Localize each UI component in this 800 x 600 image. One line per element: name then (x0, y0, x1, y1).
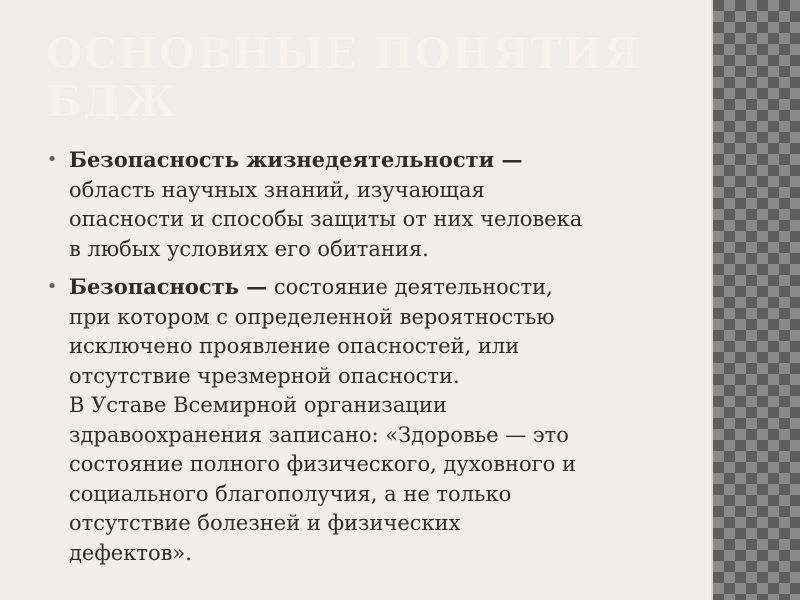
definition-line: в любых условиях его обитания. (69, 236, 429, 261)
item-term-line (69, 272, 664, 303)
definition-line: область научных знаний, изучающая (69, 177, 485, 202)
slide-content (44, 145, 664, 576)
definition-line: отсутствие чрезмерной опасности. (69, 363, 460, 388)
definition-start: состояние деятельности, (267, 275, 553, 299)
item-term-line (69, 145, 664, 176)
definition-line: при котором с определенной вероятностью (69, 304, 555, 329)
quote-line: социального благополучия, а не только (69, 481, 512, 506)
bullet-item-safety (44, 272, 664, 568)
quote-line: отсутствие болезней и физических (69, 511, 461, 535)
definition-line: исключено проявление опасностей, или (69, 334, 520, 358)
definition-line: опасности и способы защиты от них человека (69, 207, 583, 231)
slide-title: ОСНОВНЫЕ ПОНЯТИЯ БДЖ (46, 29, 642, 126)
term-life-safety: Безопасность жизнедеятельности — (69, 147, 523, 172)
bullet-item-life-safety (44, 145, 664, 264)
bullet-icon: • (46, 276, 58, 297)
bullet-icon: • (46, 149, 58, 170)
side-pattern (713, 0, 800, 600)
term-safety: Безопасность — (69, 274, 268, 299)
quote-line: здравоохранения записано: «Здоровье — это (69, 422, 569, 447)
quote-line: В Уставе Всемирной организации (69, 393, 447, 417)
quote-line: состояние полного физического, духовного и (69, 452, 576, 476)
quote-line: дефектов». (69, 540, 192, 565)
